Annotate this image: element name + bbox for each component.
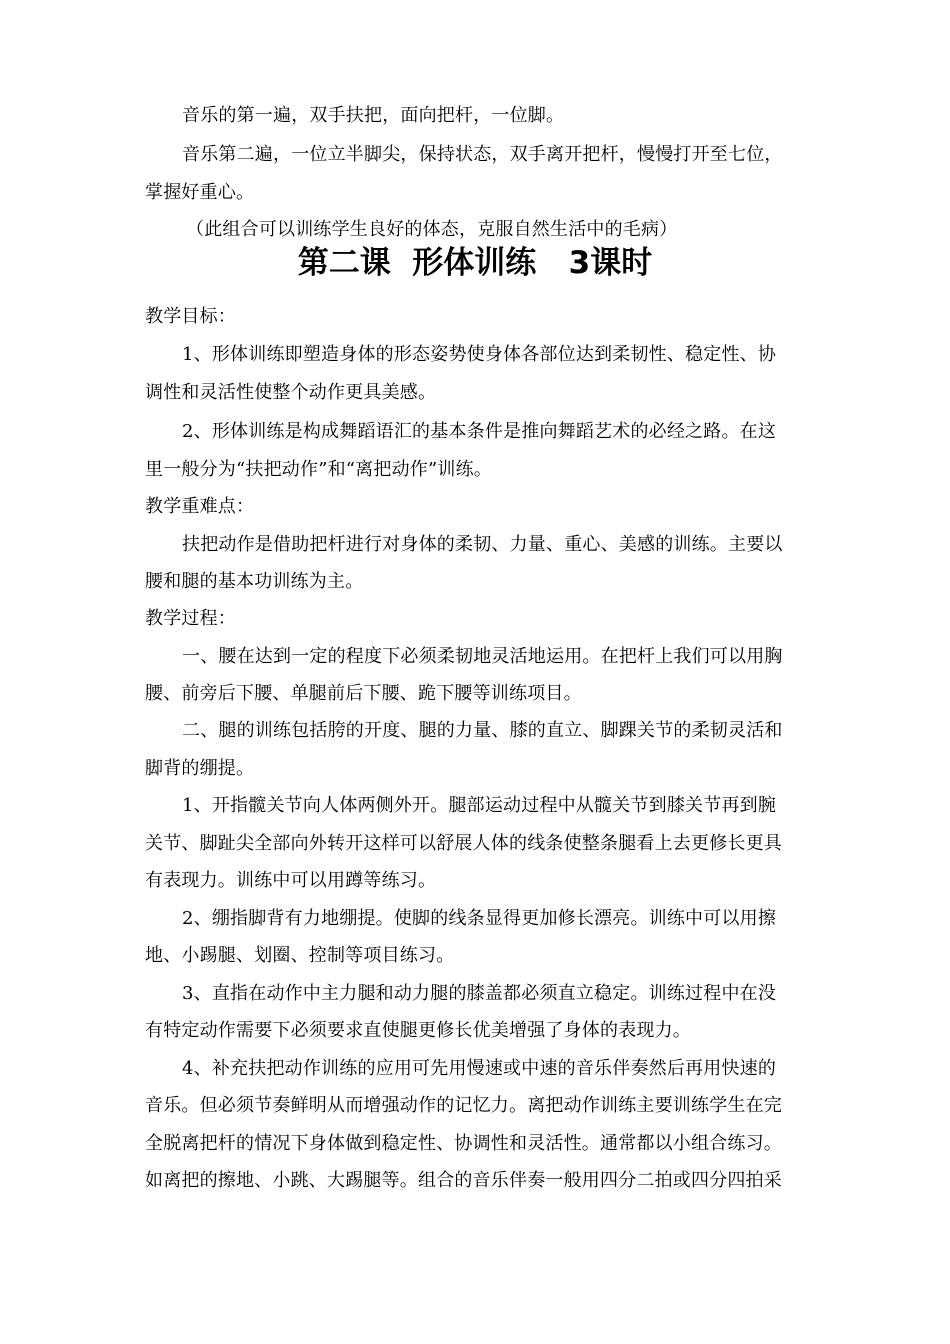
goal-1-line-2: 调性和灵活性使整个动作更具美感。 xyxy=(145,382,437,403)
process-5-line-2: 有特定动作需要下必须要求直使腿更修长优美增强了身体的表现力。 xyxy=(145,1020,691,1041)
process-5-line-1: 3、直指在动作中主力腿和动力腿的膝盖都必须直立稳定。训练过程中在没 xyxy=(182,983,777,1004)
difficulties-line-1: 扶把动作是借助把杆进行对身体的柔韧、力量、重心、美感的训练。主要以 xyxy=(182,534,783,555)
process-3-line-2: 关节、脚趾尖全部向外转开这样可以舒展人体的线条使整条腿看上去更修长更具 xyxy=(145,833,782,854)
intro-paragraph-2-line-2: 掌握好重心。 xyxy=(145,182,255,203)
goal-1-line-1: 1、形体训练即塑造身体的形态姿势使身体各部位达到柔韧性、稳定性、协 xyxy=(182,344,777,365)
process-3-line-3: 有表现力。训练中可以用蹲等练习。 xyxy=(145,870,437,891)
goal-2-line-1: 2、形体训练是构成舞蹈语汇的基本条件是推向舞蹈艺术的必经之路。在这 xyxy=(182,421,777,442)
process-6-line-3: 全脱离把杆的情况下身体做到稳定性、协调性和灵活性。通常都以小组合练习。 xyxy=(145,1133,782,1154)
process-4-line-2: 地、小踢腿、划圈、控制等项目练习。 xyxy=(145,945,455,966)
process-2-line-2: 脚背的绷提。 xyxy=(145,758,255,779)
process-6-line-1: 4、补充扶把动作训练的应用可先用慢速或中速的音乐伴奏然后再用快速的 xyxy=(182,1058,777,1079)
lesson-title: 第二课 形体训练 3课时 xyxy=(297,245,653,281)
process-3-line-1: 1、开指髋关节向人体两侧外开。腿部运动过程中从髋关节到膝关节再到腕 xyxy=(182,795,777,816)
process-6-line-4: 如离把的擦地、小跳、大踢腿等。组合的音乐伴奏一般用四分二拍或四分四拍采 xyxy=(145,1170,782,1191)
difficulties-heading: 教学重难点： xyxy=(145,496,255,517)
difficulties-line-2: 腰和腿的基本功训练为主。 xyxy=(145,571,364,592)
intro-paragraph-2-line-1: 音乐第二遍，一位立半脚尖，保持状态，双手离开把杆，慢慢打开至七位， xyxy=(182,144,783,165)
process-4-line-1: 2、绷指脚背有力地绷提。使脚的线条显得更加修长漂亮。训练中可以用擦 xyxy=(182,908,777,929)
process-heading: 教学过程： xyxy=(145,608,236,629)
process-6-line-2: 音乐。但必须节奏鲜明从而增强动作的记忆力。离把动作训练主要训练学生在完 xyxy=(145,1095,782,1116)
intro-note: （此组合可以训练学生良好的体态，克服自然生活中的毛病） xyxy=(186,219,678,240)
intro-paragraph-1: 音乐的第一遍，双手扶把，面向把杆，一位脚。 xyxy=(182,105,565,126)
process-1-line-2: 腰、前旁后下腰、单腿前后下腰、跪下腰等训练项目。 xyxy=(145,683,582,704)
goal-2-line-2: 里一般分为“扶把动作”和“离把动作”训练。 xyxy=(145,459,493,480)
goals-heading: 教学目标： xyxy=(145,306,236,327)
process-2-line-1: 二、腿的训练包括胯的开度、腿的力量、膝的直立、脚踝关节的柔韧灵活和 xyxy=(182,720,783,741)
process-1-line-1: 一、腰在达到一定的程度下必须柔韧地灵活地运用。在把杆上我们可以用胸 xyxy=(182,646,783,667)
